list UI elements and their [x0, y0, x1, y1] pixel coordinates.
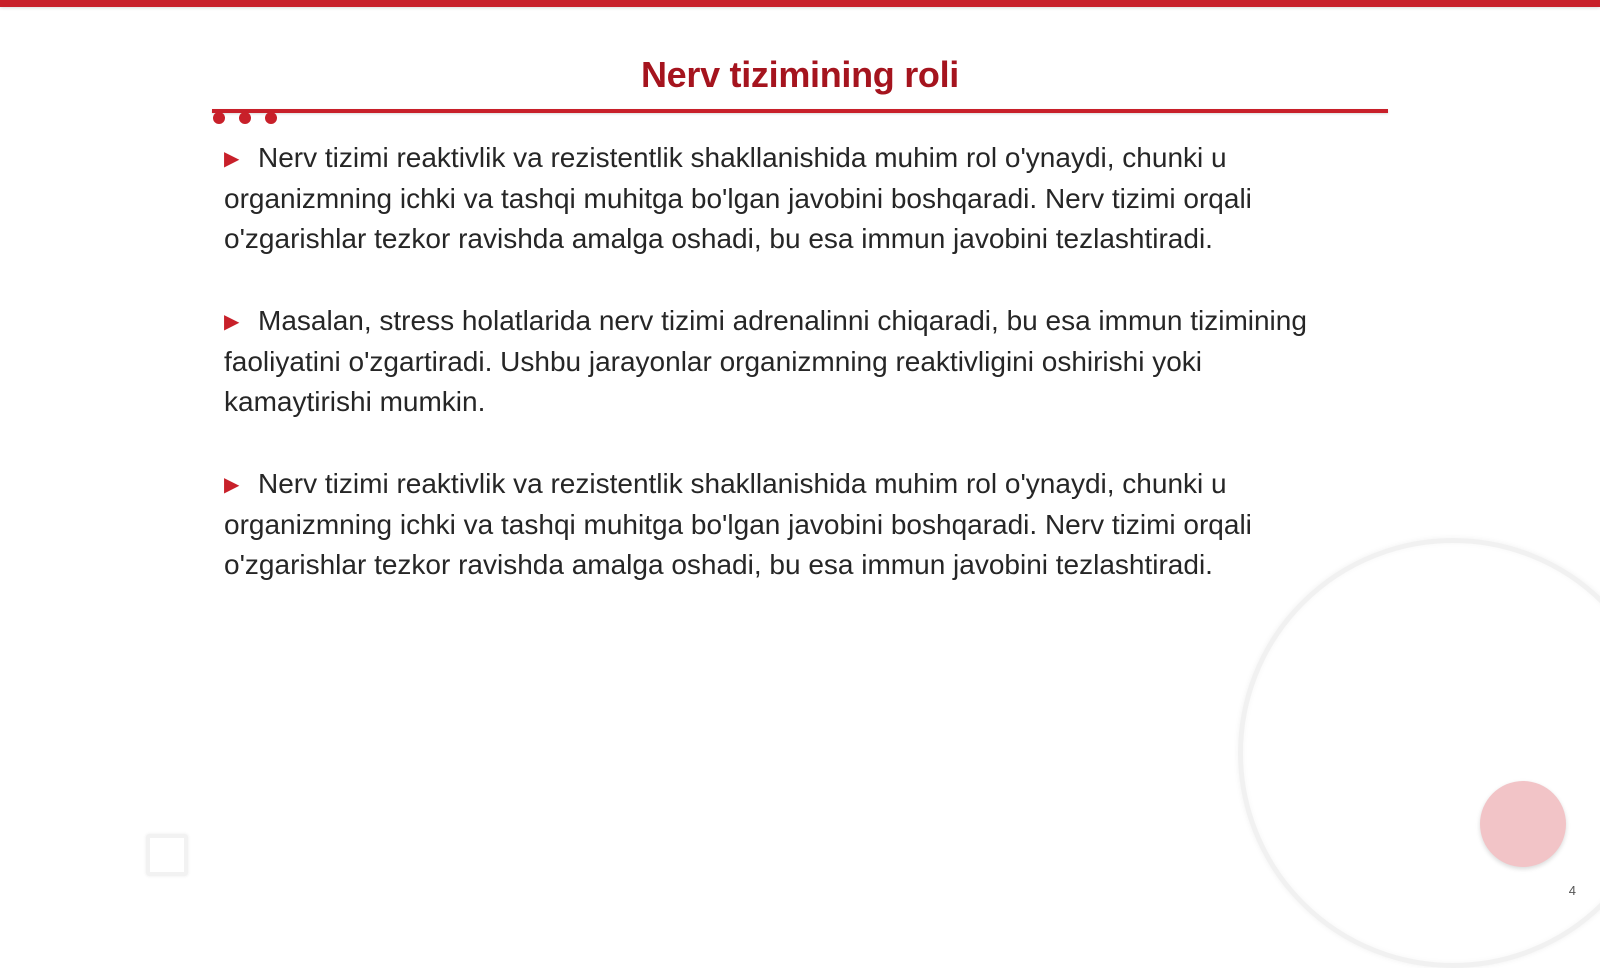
title-divider	[212, 109, 1388, 113]
bullet-paragraph	[224, 464, 1354, 585]
bullet-text: Masalan, stress holatlarida nerv tizimi adrenalinni chiqaradi, bu esa immun tizimining faoliyatini o'zgartiradi. Ushbu jarayonlar organizmning reaktivligini oshirishi yoki kamaytirishi mumkin.	[224, 305, 1307, 417]
bullet-text: Nerv tizimi reaktivlik va rezistentlik shakllanishida muhim rol o'ynaydi, chunki u organizmning ichki va tashqi muhitga bo'lgan javobini boshqaradi. Nerv tizimi orqali o'zgarishlar tezkor ravishda amalga oshadi, bu esa immun javobini tezlashtiradi.	[224, 468, 1252, 580]
top-accent-bar	[0, 0, 1600, 7]
divider-dot	[213, 112, 225, 124]
triangle-right-icon: ▶	[224, 148, 240, 170]
decorative-pink-circle	[1480, 781, 1566, 867]
bullet-paragraph	[224, 138, 1354, 259]
divider-dot	[265, 112, 277, 124]
slide-title: Nerv tizimining roli	[640, 54, 960, 95]
triangle-right-icon: ▶	[224, 474, 240, 496]
page-number: 4	[1568, 883, 1576, 898]
triangle-right-icon: ▶	[224, 311, 240, 333]
divider-dot	[239, 112, 251, 124]
bullet-text: Nerv tizimi reaktivlik va rezistentlik shakllanishida muhim rol o'ynaydi, chunki u organizmning ichki va tashqi muhitga bo'lgan javobini boshqaradi. Nerv tizimi orqali o'zgarishlar tezkor ravishda amalga oshadi, bu esa immun javobini tezlashtiradi.	[224, 142, 1252, 254]
decorative-square	[146, 834, 188, 876]
bullet-paragraph	[224, 301, 1354, 422]
slide-body	[224, 138, 1354, 627]
